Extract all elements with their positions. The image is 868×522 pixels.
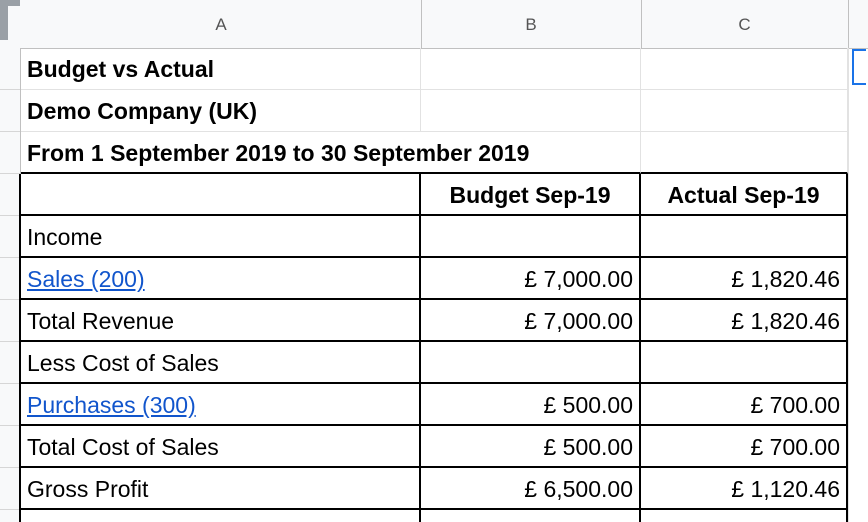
- empty-cell[interactable]: [19, 510, 421, 522]
- actual-value-cell[interactable]: £ 700.00: [641, 384, 848, 426]
- column-header-bar: [0, 0, 868, 49]
- row-header-strip[interactable]: [0, 48, 21, 522]
- row-label-cell[interactable]: Less Cost of Sales: [19, 342, 421, 384]
- sales-account-link[interactable]: Sales (200): [27, 266, 145, 292]
- row-label-cell[interactable]: Gross Profit: [19, 468, 421, 510]
- budget-value-cell[interactable]: £ 6,500.00: [421, 468, 641, 510]
- company-name-cell[interactable]: Demo Company (UK): [21, 90, 421, 132]
- column-header-c[interactable]: C: [641, 0, 849, 48]
- report-title-cell[interactable]: Budget vs Actual: [21, 48, 421, 90]
- table-row: [21, 258, 868, 300]
- row-divider: [0, 173, 20, 174]
- actual-value-cell[interactable]: [641, 216, 848, 258]
- row-divider: [0, 215, 20, 216]
- actual-value-cell[interactable]: [641, 342, 848, 384]
- row-divider: [0, 299, 20, 300]
- column-d-cells[interactable]: [848, 48, 868, 522]
- empty-cell[interactable]: [641, 90, 848, 132]
- row-label-cell[interactable]: [19, 258, 421, 300]
- actual-value-cell[interactable]: £ 700.00: [641, 426, 848, 468]
- period-cell[interactable]: From 1 September 2019 to 30 September 2019: [21, 132, 641, 174]
- select-all-corner[interactable]: [0, 0, 20, 48]
- sheet-grid: [21, 48, 868, 522]
- budget-value-cell[interactable]: £ 7,000.00: [421, 300, 641, 342]
- budget-value-cell[interactable]: £ 7,000.00: [421, 258, 641, 300]
- row-divider: [0, 341, 20, 342]
- corner-side-mark: [0, 0, 8, 40]
- actual-value-cell[interactable]: £ 1,120.46: [641, 468, 848, 510]
- row-divider: [0, 509, 20, 510]
- actual-value-cell[interactable]: £ 1,820.46: [641, 300, 848, 342]
- budget-value-cell[interactable]: £ 500.00: [421, 426, 641, 468]
- row-divider: [0, 131, 20, 132]
- budget-header-cell[interactable]: Budget Sep-19: [421, 174, 641, 216]
- row-divider: [0, 257, 20, 258]
- purchases-account-link[interactable]: Purchases (300): [27, 392, 196, 418]
- table-row: [21, 468, 868, 510]
- table-row: [21, 510, 868, 522]
- empty-cell[interactable]: [421, 510, 641, 522]
- row-label-cell[interactable]: Total Cost of Sales: [19, 426, 421, 468]
- row-label-cell[interactable]: Total Revenue: [19, 300, 421, 342]
- actual-value-cell[interactable]: £ 1,820.46: [641, 258, 848, 300]
- row-divider: [0, 383, 20, 384]
- table-row: [21, 300, 868, 342]
- empty-cell[interactable]: [641, 510, 848, 522]
- table-row: [21, 342, 868, 384]
- row-divider: [0, 425, 20, 426]
- empty-cell[interactable]: [421, 90, 641, 132]
- table-row: [21, 132, 868, 174]
- table-row: [21, 90, 868, 132]
- row-label-cell[interactable]: Income: [19, 216, 421, 258]
- header-label-cell[interactable]: [19, 174, 421, 216]
- budget-value-cell[interactable]: [421, 216, 641, 258]
- budget-value-cell[interactable]: [421, 342, 641, 384]
- actual-header-cell[interactable]: Actual Sep-19: [641, 174, 848, 216]
- table-row: [21, 384, 868, 426]
- table-row: [21, 216, 868, 258]
- table-row: [21, 426, 868, 468]
- table-row: [21, 48, 868, 90]
- column-header-a[interactable]: A: [21, 0, 422, 48]
- row-divider: [0, 89, 20, 90]
- budget-value-cell[interactable]: £ 500.00: [421, 384, 641, 426]
- empty-cell[interactable]: [641, 132, 848, 174]
- column-header-b[interactable]: B: [421, 0, 642, 48]
- empty-cell[interactable]: [421, 48, 641, 90]
- table-row: [21, 174, 868, 216]
- cell-selection-indicator: [852, 49, 866, 85]
- row-divider: [0, 467, 20, 468]
- row-label-cell[interactable]: [19, 384, 421, 426]
- empty-cell[interactable]: [641, 48, 848, 90]
